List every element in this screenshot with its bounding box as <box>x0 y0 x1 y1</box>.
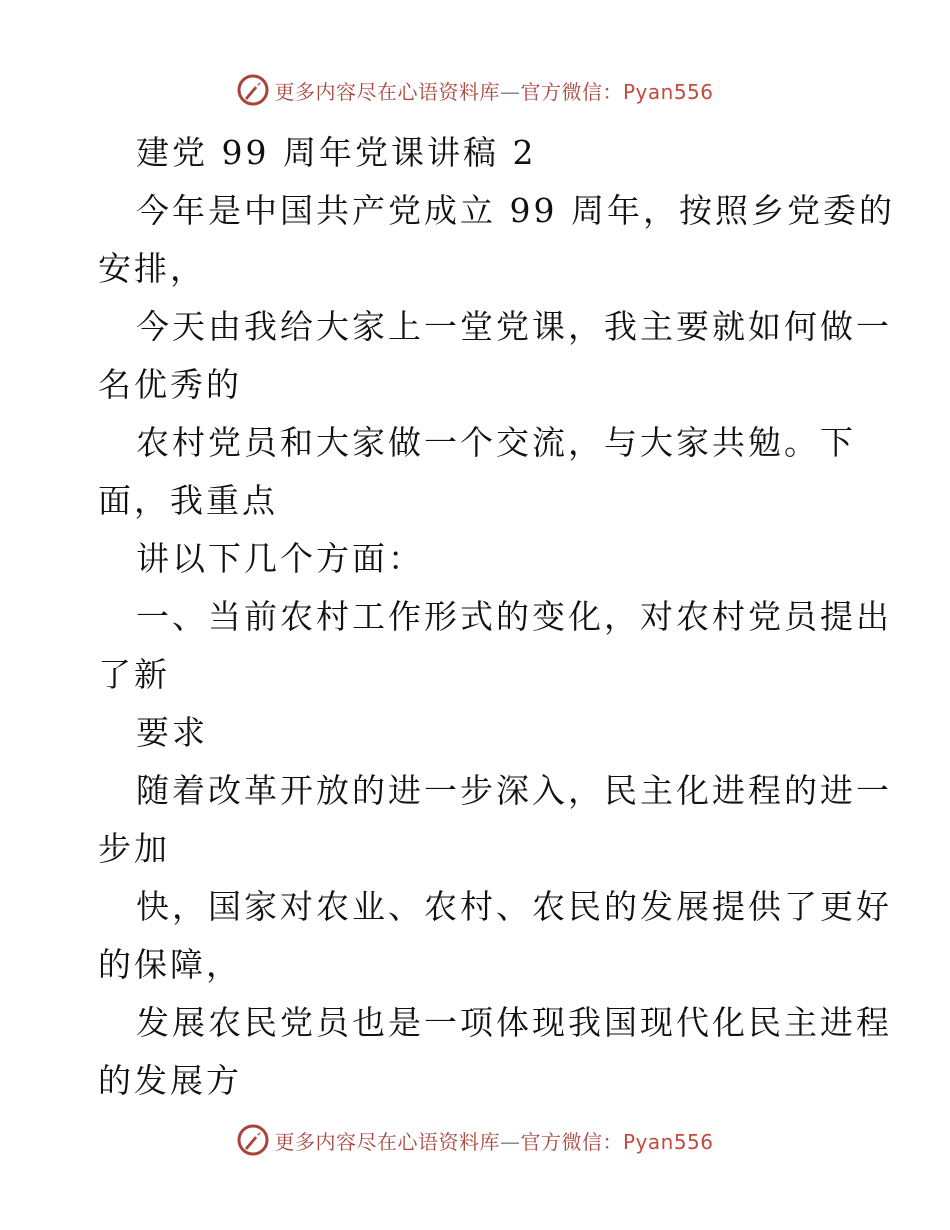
pen-nib-logo-icon <box>236 1123 270 1157</box>
text-line: 安排， <box>98 249 206 288</box>
banner-separator: — <box>499 1129 521 1154</box>
wechat-label: 官方微信： <box>520 1129 623 1154</box>
text-line: 的发展方 <box>98 1061 242 1100</box>
text-line: 随着改革开放的进一步深入，民主化进程的进一 <box>136 771 892 810</box>
text-line: 今天由我给大家上一堂党课，我主要就如何做一 <box>136 307 892 346</box>
text-line: 快，国家对农业、农村、农民的发展提供了更好 <box>136 887 892 926</box>
wechat-id: Pyan556 <box>622 79 714 104</box>
text-line: 要求 <box>136 713 208 752</box>
banner-text <box>274 76 713 105</box>
text-line: 发展农民党员也是一项体现我国现代化民主进程 <box>136 1003 892 1042</box>
text-line: 步加 <box>98 829 170 868</box>
text-line: 一、当前农村工作形式的变化，对农村党员提出 <box>136 597 892 636</box>
banner-separator: — <box>499 79 521 104</box>
text-line: 的保障， <box>98 945 242 984</box>
text-line: 农村党员和大家做一个交流，与大家共勉。下 <box>136 423 856 462</box>
pen-nib-logo-icon <box>236 73 270 107</box>
wechat-label: 官方微信： <box>520 79 623 104</box>
text-line: 讲以下几个方面： <box>136 539 424 578</box>
banner-text <box>274 1126 713 1155</box>
banner-slogan: 更多内容尽在心语资料库 <box>274 79 500 104</box>
text-line: 名优秀的 <box>98 365 242 404</box>
text-line: 今年是中国共产党成立 99 周年，按照乡党委的 <box>136 191 895 230</box>
text-line: 面，我重点 <box>98 481 278 520</box>
wechat-id: Pyan556 <box>622 1129 714 1154</box>
header-banner <box>0 70 950 110</box>
text-line: 了新 <box>98 655 170 694</box>
banner-slogan: 更多内容尽在心语资料库 <box>274 1129 500 1154</box>
document-body <box>98 124 895 1110</box>
text-line: 建党 99 周年党课讲稿 2 <box>136 133 537 172</box>
footer-banner <box>0 1120 950 1160</box>
